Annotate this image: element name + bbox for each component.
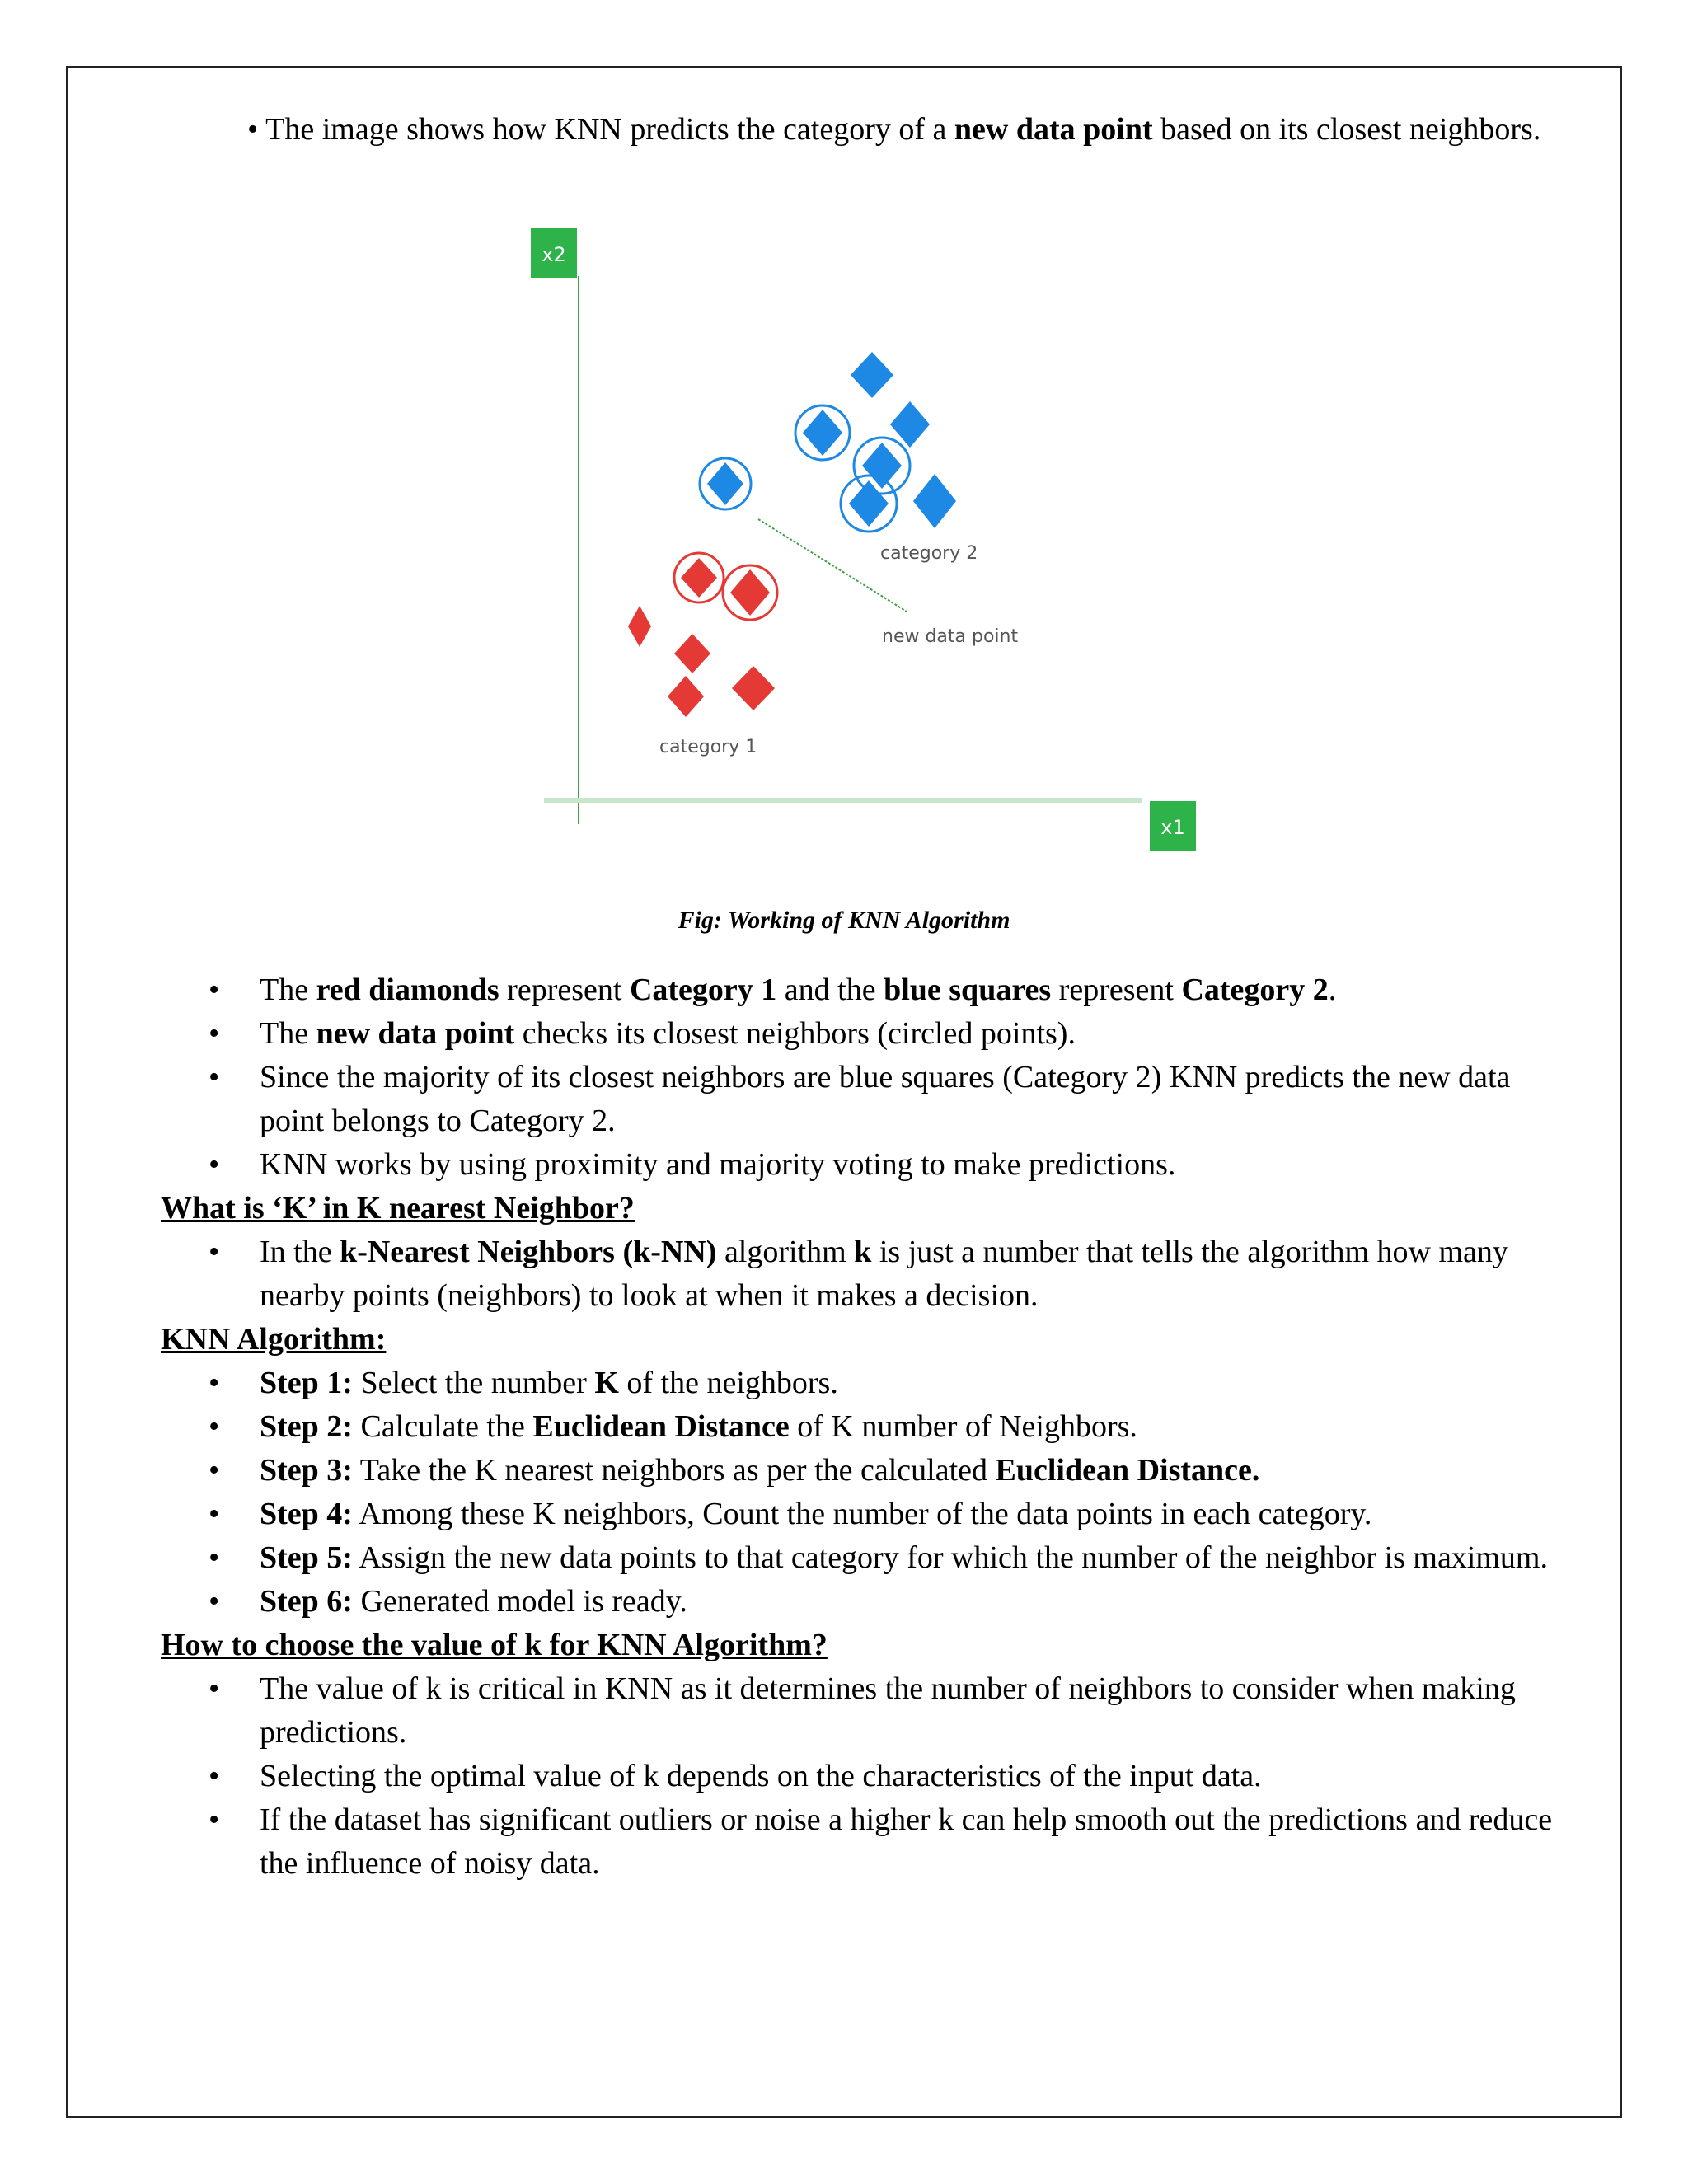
k-list: [161, 1230, 1578, 1318]
red-point: [674, 634, 710, 673]
red-point: [668, 676, 704, 717]
red-point: [681, 558, 717, 598]
step-item: • Step 6: Generated model is ready.: [209, 1584, 687, 1619]
step-item: • Step 2: Calculate the Euclidean Distance of K number of Neighbors.: [209, 1409, 1137, 1444]
blue-point: [913, 474, 956, 528]
figure-caption: Fig: Working of KNN Algorithm: [678, 907, 1010, 934]
list-item: • The value of k is critical in KNN as it determines the number of neighbors to consider when making predictions.: [209, 1671, 1516, 1750]
step-item: • Step 4: Among these K neighbors, Count the number of the data points in each category.: [209, 1497, 1372, 1531]
red-point: [730, 569, 770, 616]
list-item: • If the dataset has significant outliers or noise a higher k can help smooth out the predictions and reduce the influence of noisy data.: [209, 1802, 1553, 1881]
category-2-label: category 2: [880, 543, 978, 564]
y-axis-label: x2: [542, 243, 566, 266]
list-item: • KNN works by using proximity and majority voting to make predictions.: [209, 1147, 1176, 1182]
new-data-point-label: new data point: [882, 626, 1019, 647]
intro-paragraph: • The image shows how KNN predicts the category of a new data point based on its closest neighbors.: [247, 112, 1541, 147]
step-item: • Step 1: Select the number K of the neighbors.: [209, 1366, 838, 1400]
red-point: [628, 606, 651, 647]
step-item: • Step 5: Assign the new data points to that category for which the number of the neighbor is maximum.: [209, 1540, 1548, 1575]
new-point-connector: [758, 519, 907, 612]
x-axis-label: x1: [1160, 816, 1185, 839]
heading-choose-k: How to choose the value of k for KNN Algorithm?: [161, 1628, 828, 1662]
summary-list: [161, 968, 1578, 1187]
list-item: • Selecting the optimal value of k depends on the characteristics of the input data.: [209, 1759, 1262, 1793]
choose-list: [161, 1667, 1578, 1886]
heading-knn-algorithm: KNN Algorithm:: [161, 1322, 387, 1357]
main-content: [161, 968, 1578, 1886]
step-item: • Step 3: Take the K nearest neighbors as per the calculated Euclidean Distance.: [209, 1453, 1260, 1488]
blue-point: [851, 352, 893, 398]
knn-figure: [511, 218, 1220, 861]
bullet: •: [247, 112, 259, 147]
category-1-label: category 1: [659, 737, 757, 757]
blue-point: [707, 462, 743, 505]
list-item: • The red diamonds represent Category 1 and the blue squares represent Category 2.: [209, 972, 1337, 1007]
red-point: [732, 666, 775, 710]
list-item: • Since the majority of its closest neighbors are blue squares (Category 2) KNN predicts the new data point belongs to Category 2.: [209, 1060, 1511, 1138]
steps-list: [161, 1361, 1578, 1624]
category-1-points: [628, 558, 775, 717]
knn-diagram: [511, 218, 1220, 861]
blue-point: [803, 410, 842, 456]
list-item: • In the k-Nearest Neighbors (k-NN) algorithm k is just a number that tells the algorithm how many nearby points (neighbors) to look at when it makes a decision.: [209, 1235, 1508, 1313]
heading-what-is-k: What is ‘K’ in K nearest Neighbor?: [161, 1191, 635, 1226]
list-item: • The new data point checks its closest neighbors (circled points).: [209, 1016, 1076, 1051]
